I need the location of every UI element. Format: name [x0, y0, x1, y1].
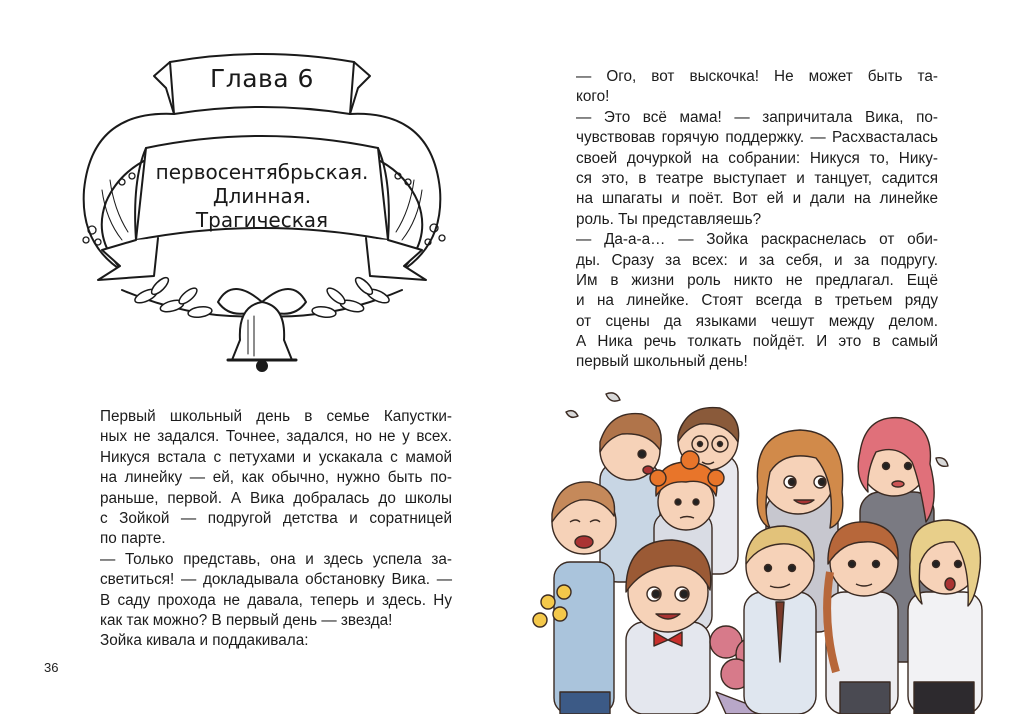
chapter-number: Глава 6 [210, 64, 314, 93]
text-line: по парте. [100, 530, 166, 548]
text-line: светиться! — докладывала обстановку Вика. — [100, 571, 452, 589]
right-page [508, 0, 1016, 714]
page-number: 36 [44, 660, 59, 675]
text-line: — Это всё мама! — запричитала Вика, по- [576, 108, 938, 126]
chapter-emblem [62, 40, 462, 380]
text-line: на шпагаты и поёт. Вот ей и дали на линейке [576, 190, 938, 208]
text-line: чувствовав горячую поддержку. — Расхвасталась [576, 129, 938, 147]
right-page-text [576, 67, 938, 373]
text-line: своей дочуркой на собрании: Никуся то, Нику- [576, 149, 938, 167]
text-line: ных не задался. Точнее, задался, но не у всех. [100, 428, 452, 446]
text-line: как так можно? В первый день — звезда! [100, 611, 393, 629]
text-line: первый школьный день! [576, 353, 748, 371]
chapter-title [62, 160, 462, 232]
text-line: на линейку — ей, как обычно, нужно быть по- [100, 469, 452, 487]
text-line: Им в жизни роль никто не предлагал. Ещё [576, 271, 938, 289]
text-line: роль. Ты представляешь? [576, 210, 762, 228]
text-line: раньше, первой. А Вика добралась до школы [100, 489, 452, 507]
text-line: Первый школьный день в семье Капустки- [100, 408, 452, 425]
text-line: и на линейке. Стоят всегда в третьем ряду [576, 292, 938, 310]
text-line: с Зойкой — подругой детства и соратницей [100, 509, 452, 527]
text-line: А Ника речь толкать пойдёт. И это в самый [576, 333, 938, 351]
chapter-title-line: Длинная. [212, 184, 312, 208]
text-line: ся это, в театре выступает и танцует, садится [576, 169, 938, 187]
left-page [0, 0, 508, 714]
text-line: — Да-а-а… — Зойка раскраснелась от оби- [576, 231, 938, 249]
text-line: В саду прохода не давала, теперь и здесь. Ну [100, 591, 452, 609]
chapter-title-line: первосентябрьская. [155, 160, 369, 184]
text-line: кого! [576, 88, 610, 106]
text-line: Никуся встала с петухами и ускакала с мамой [100, 448, 452, 466]
text-line: Зойка кивала и поддакивала: [100, 632, 309, 650]
chapter-title-line: Трагическая [195, 208, 329, 232]
text-line: — Ого, вот выскочка! Не может быть та- [576, 68, 938, 85]
text-line: ды. Сразу за всех: и за себя, и за подругу. [576, 251, 938, 269]
children-illustration [530, 392, 1016, 714]
group-of-schoolchildren-drawing [530, 392, 1016, 714]
text-line: — Только представь, она и здесь успела за- [100, 550, 452, 568]
left-page-text [100, 407, 452, 652]
text-line: от сцены да языками чешут между делом. [576, 312, 938, 330]
